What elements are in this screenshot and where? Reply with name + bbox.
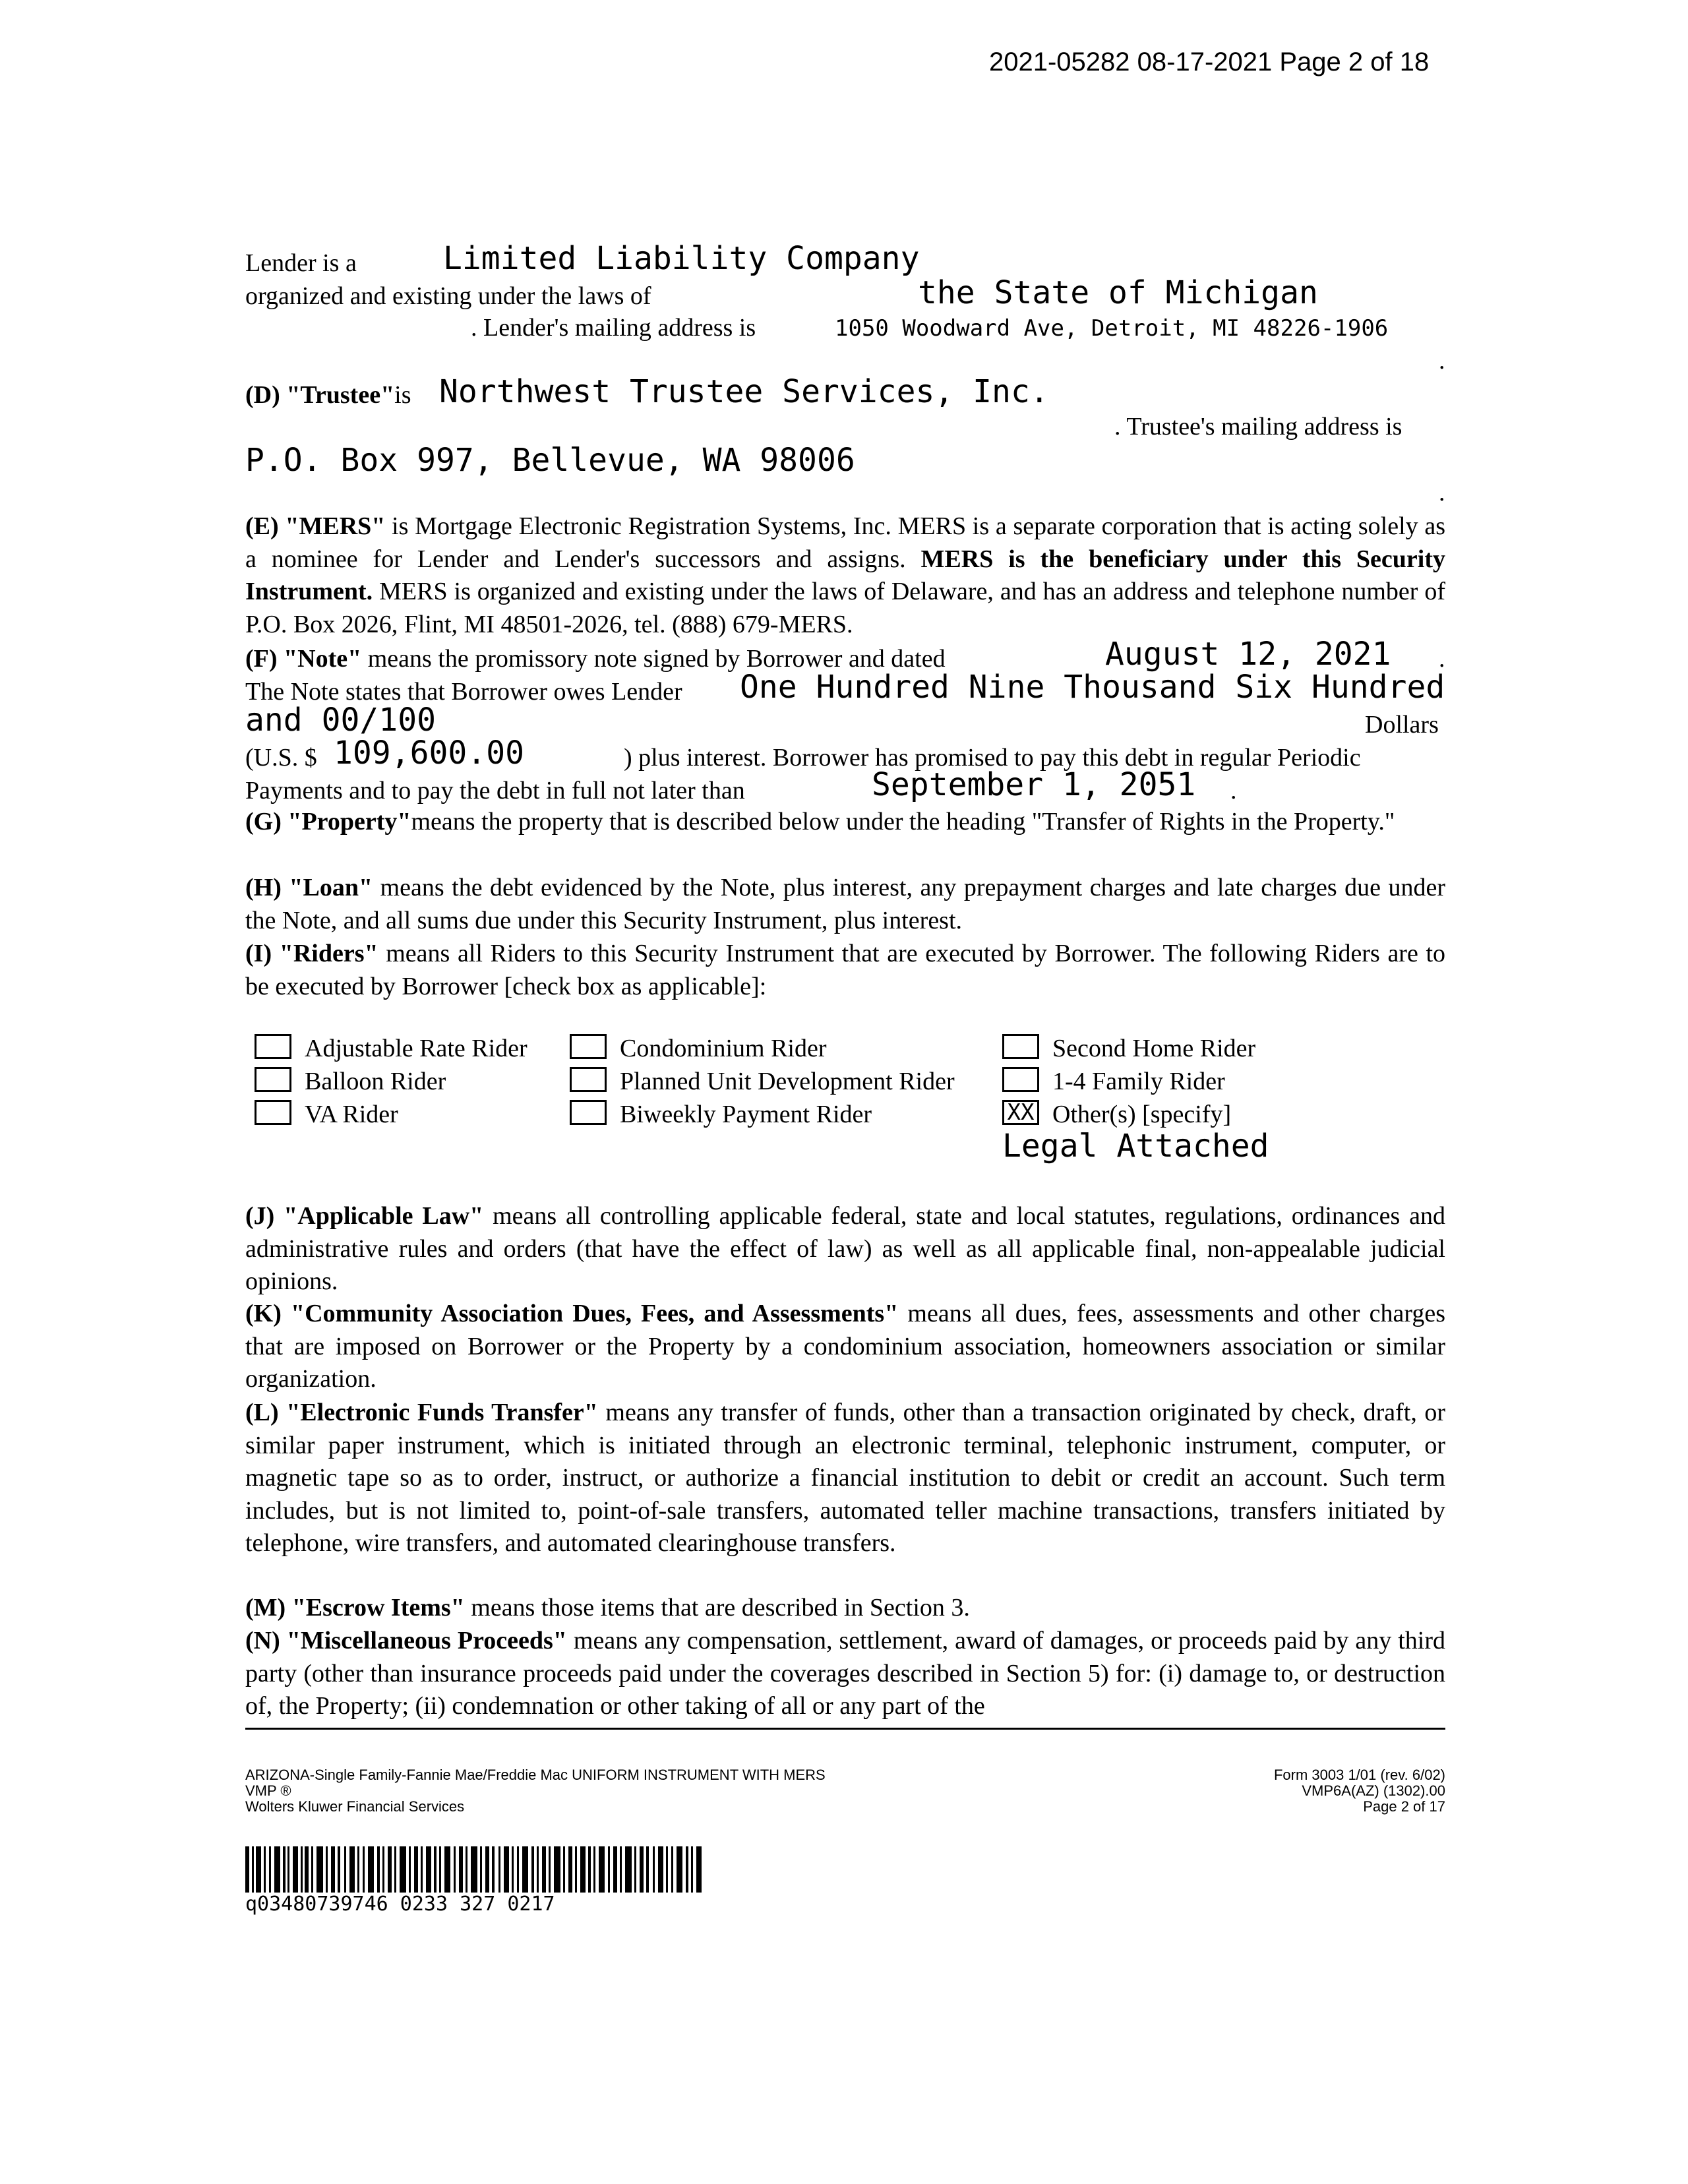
footer-vmp-code: VMP6A(AZ) (1302).00 <box>1302 1782 1445 1799</box>
mers-text-3: MERS is organized and existing under the laws of Delaware, and has an address and telephone number of P.O. Box 2026, Flint, MI 48501-2026, tel. (888) 679-MERS. <box>245 578 1445 638</box>
checkbox-va-rider[interactable] <box>255 1100 291 1125</box>
label-second-home-rider: Second Home Rider <box>1052 1035 1256 1062</box>
applicable-law-text: means all controlling applicable federal, state and local statutes, regulations, ordinances and administrative rules and orders (that have the effect of law) as well as all applicable final, non-appealable judicial opinions. <box>245 1202 1446 1295</box>
definition-applicable-law <box>245 1200 1445 1298</box>
mers-text-1: is Mortgage Electronic Registration Systems, Inc. MERS is a separate corporation that is acting solely as a nominee for Lender and Lender's successors and assigns. <box>245 512 1446 573</box>
label-other-rider: Other(s) [specify] <box>1052 1101 1232 1128</box>
escrow-term: "Escrow Items" <box>291 1594 465 1622</box>
label-adjustable-rate-rider: Adjustable Rate Rider <box>305 1035 528 1062</box>
lender-jurisdiction: the State of Michigan <box>918 274 1318 311</box>
note-interest-text: ) plus interest. Borrower has promised to pay this debt in regular Periodic <box>624 744 1361 772</box>
mers-term: "MERS" <box>285 512 386 540</box>
note-dollars-label: Dollars <box>1365 711 1439 739</box>
note-amount-words-1: One Hundred Nine Thousand Six Hundred <box>740 669 1445 706</box>
other-rider-specify: Legal Attached <box>1002 1128 1269 1165</box>
misc-term: "Miscellaneous Proceeds" <box>286 1627 567 1654</box>
trustee-end-period: . <box>1439 479 1445 506</box>
trustee-is: is <box>394 381 411 409</box>
checkbox-1-4-family-rider[interactable] <box>1002 1067 1039 1092</box>
definition-community-association <box>245 1298 1445 1396</box>
checkbox-other-rider[interactable]: XX <box>1002 1100 1039 1125</box>
riders-text: means all Riders to this Security Instrument that are executed by Borrower. The following Riders are to be executed by Borrower [check box as applicable]: <box>245 940 1446 1000</box>
checkbox-adjustable-rate-rider[interactable] <box>255 1034 291 1059</box>
trustee-term: "Trustee" <box>286 381 395 409</box>
definition-mers <box>245 510 1445 641</box>
note-letter: (F) <box>245 645 278 673</box>
note-owes-label: The Note states that Borrower owes Lender <box>245 678 682 706</box>
note-date-period: . <box>1439 645 1445 673</box>
property-letter: (G) <box>245 808 282 835</box>
community-letter: (K) <box>245 1300 282 1327</box>
footer-page: Page 2 of 17 <box>1363 1798 1445 1815</box>
lender-is-a-label: Lender is a <box>245 249 357 277</box>
loan-letter: (H) <box>245 874 282 901</box>
applicable-law-term: "Applicable Law" <box>284 1202 484 1230</box>
note-date: August 12, 2021 <box>1105 636 1391 673</box>
property-term: "Property" <box>287 808 411 835</box>
note-term: "Note" <box>284 645 362 673</box>
footer-vmp: VMP ® <box>245 1782 291 1799</box>
riders-term: "Riders" <box>279 940 378 967</box>
barcode-image <box>245 1846 707 1893</box>
definition-escrow-items <box>245 1592 1445 1625</box>
recording-header: 2021-05282 08-17-2021 Page 2 of 18 <box>989 47 1430 76</box>
trustee-name: Northwest Trustee Services, Inc. <box>439 373 1049 410</box>
loan-term: "Loan" <box>289 874 373 901</box>
trustee-address: P.O. Box 997, Bellevue, WA 98006 <box>245 442 855 479</box>
definition-property <box>245 806 1445 839</box>
eft-term: "Electronic Funds Transfer" <box>286 1399 598 1426</box>
trustee-label <box>245 379 411 411</box>
property-text: means the property that is described below under the heading "Transfer of Rights in the Property." <box>411 808 1395 835</box>
misc-text: means any compensation, settlement, award of damages, or proceeds paid by any third party (other than insurance proceeds paid under the coverages described in Section 5) for: (i) damage to, or destruction of, the Property; (ii) condemnation or other taking of all or any part of the <box>245 1627 1445 1720</box>
lender-mailing-address: 1050 Woodward Ave, Detroit, MI 48226-1906 <box>835 315 1389 342</box>
checkbox-condominium-rider[interactable] <box>570 1034 607 1059</box>
label-condominium-rider: Condominium Rider <box>620 1035 827 1062</box>
note-maturity-period: . <box>1230 777 1237 804</box>
trustee-letter: (D) <box>245 381 280 409</box>
loan-text: means the debt evidenced by the Note, plus interest, any prepayment charges and late charges due under the Note, and all sums due under this Security Instrument, plus interest. <box>245 874 1445 934</box>
label-pud-rider: Planned Unit Development Rider <box>620 1068 955 1095</box>
note-dated-label: means the promissory note signed by Borrower and dated <box>367 645 946 673</box>
trustee-mailing-label: . Trustee's mailing address is <box>1114 413 1402 440</box>
label-1-4-family-rider: 1-4 Family Rider <box>1052 1068 1225 1095</box>
escrow-text: means those items that are described in Section 3. <box>464 1594 970 1622</box>
note-payments-text: Payments and to pay the debt in full not later than <box>245 777 745 804</box>
eft-text: means any transfer of funds, other than a transaction originated by check, draft, or similar paper instrument, which is initiated through an electronic terminal, telephonic instrument, computer, or magnetic tape so as to order, instruct, or authorize a financial institution to debit or credit an account. Such term includes, but is not limited to, point-of-sale transfers, automated teller machine transactions, transfers initiated by telephone, wire transfers, and automated clearinghouse transfers. <box>245 1399 1445 1557</box>
applicable-law-letter: (J) <box>245 1202 275 1230</box>
eft-letter: (L) <box>245 1399 279 1426</box>
community-text: means all dues, fees, assessments and other charges that are imposed on Borrower or the Property by a condominium association, homeowners association or similar organization. <box>245 1300 1446 1393</box>
note-us-label: (U.S. $ <box>245 744 317 772</box>
barcode-text: q03480739746 0233 327 0217 <box>245 1893 555 1916</box>
checkbox-second-home-rider[interactable] <box>1002 1034 1039 1059</box>
definition-eft <box>245 1397 1445 1560</box>
checkbox-pud-rider[interactable] <box>570 1067 607 1092</box>
riders-letter: (I) <box>245 940 272 967</box>
escrow-letter: (M) <box>245 1594 286 1622</box>
misc-letter: (N) <box>245 1627 280 1654</box>
lender-mailing-label: . Lender's mailing address is <box>471 314 756 342</box>
community-term: "Community Association Dues, Fees, and Assessments" <box>290 1300 899 1327</box>
lender-entity-type: Limited Liability Company <box>443 240 920 277</box>
note-amount-words-2: and 00/100 <box>245 702 436 739</box>
definition-riders <box>245 938 1445 1003</box>
footer-form-title: ARIZONA-Single Family-Fannie Mae/Freddie Mac UNIFORM INSTRUMENT WITH MERS <box>245 1767 826 1783</box>
note-amount: 109,600.00 <box>334 735 524 772</box>
label-va-rider: VA Rider <box>305 1101 398 1128</box>
mers-letter: (E) <box>245 512 279 540</box>
footer-rule <box>245 1728 1445 1730</box>
note-maturity-date: September 1, 2051 <box>872 766 1196 803</box>
definition-loan <box>245 872 1445 937</box>
definition-misc-proceeds <box>245 1625 1445 1723</box>
footer-form-number: Form 3003 1/01 (rev. 6/02) <box>1273 1767 1445 1783</box>
footer-publisher: Wolters Kluwer Financial Services <box>245 1798 465 1815</box>
checkbox-balloon-rider[interactable] <box>255 1067 291 1092</box>
label-balloon-rider: Balloon Rider <box>305 1068 446 1095</box>
lender-end-period: . <box>1439 347 1445 375</box>
lender-organized-label: organized and existing under the laws of <box>245 282 651 310</box>
label-biweekly-payment-rider: Biweekly Payment Rider <box>620 1101 872 1128</box>
mers-beneficiary-text: MERS is the beneficiary under this Security Instrument. <box>245 545 1446 605</box>
checkbox-biweekly-payment-rider[interactable] <box>570 1100 607 1125</box>
